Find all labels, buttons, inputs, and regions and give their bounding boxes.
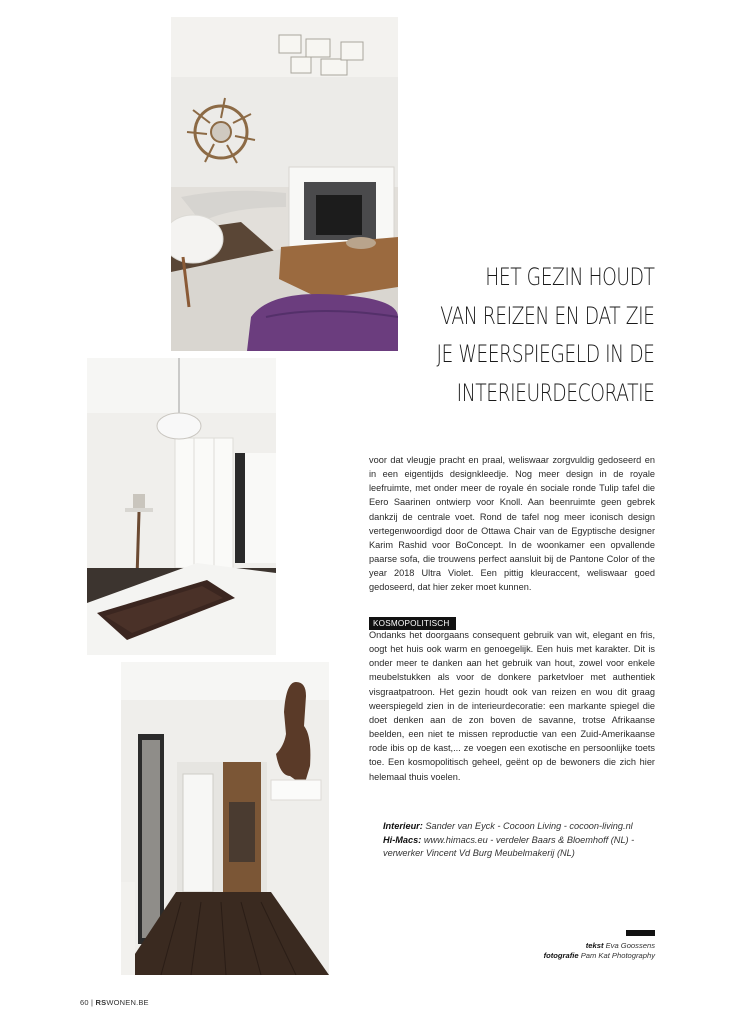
brand-bold: RS [95, 998, 107, 1007]
credit-interieur-value: Sander van Eyck - Cocoon Living - cocoon-living.nl [425, 821, 633, 831]
decorative-bar [626, 930, 655, 936]
credit-himacs-value-2: verwerker Vincent Vd Burg Meubelmakerij (NL) [383, 848, 575, 858]
headline-line-1: HET GEZIN HOUDT [485, 263, 655, 291]
headline [437, 258, 655, 412]
hallway-photo [121, 662, 329, 975]
headline-line-4: INTERIEURDECORATIE [457, 378, 655, 407]
page-footer [80, 998, 149, 1007]
article-paragraph-1: voor dat vleugje pracht en praal, weliswaar zorgvuldig gedoseerd en in een eigentijds designkleedje. Nog meer design in de royale leefruimte, met onder meer de royale én sociale ronde Tulip tafel die Eero Saarinen ontwierp voor Knoll. Aan beenruimte geen gebrek dankzij de centrale voet. Rond de tafel nog meer iconisch design vertegenwoordigd door de Ottawa Chair van de Egyptische designer Karim Rashid voor BoConcept. In de woonkamer een opvallende paarse sofa, die trouwens perfect aansluit bij de Pantone Color of the year 2018 Ultra Violet. Een pittig kleuraccent, weliswaar goed gedoseerd, dat hier zeker moet kunnen. [369, 455, 655, 593]
bedroom-photo [87, 358, 276, 655]
credit-interieur [383, 820, 683, 834]
page-number: 60 [80, 998, 89, 1007]
credit-himacs-value: www.himacs.eu - verdeler Baars & Bloemhoff (NL) - [423, 834, 635, 845]
headline-line-2: VAN REIZEN EN DAT ZIE [440, 301, 655, 330]
credit-himacs-line-2 [383, 847, 683, 861]
section-label-kosmopolitisch: KOSMOPOLITISCH [369, 617, 456, 630]
photo-credits [544, 941, 655, 961]
headline-line-3: JE WEERSPIEGELD IN DE [436, 340, 655, 368]
fotografie-value: Pam Kat Photography [580, 951, 655, 960]
tekst-label: tekst [585, 941, 604, 950]
credit-himacs-label: Hi-Macs: [383, 834, 422, 845]
living-room-photo [171, 17, 398, 351]
tekst-value: Eva Goossens [605, 941, 655, 950]
credit-interieur-label: Interieur: [383, 821, 423, 831]
credit-himacs [383, 834, 683, 848]
article-paragraph-2: Ondanks het doorgaans consequent gebruik van wit, elegant en fris, oogt het huis ook warm en genoegelijk. Een huis met karakter. Dit is onder meer te danken aan het gebruik van hout, zowel voor enkele meubelstukken als voor de donkere parketvloer met authentiek visgraatpatroon. Het gezin houdt ook van reizen en wou dit graag weerspiegeld zien in de interieurdecoratie: een markante spiegel die doet denken aan de zon boven de savanne, trotse Afrikaanse beelden, een niet te missen reproductie van een Zuid-Amerikaanse rode ibis op de kast,... ze voegen een exotische en persoonlijke toets toe. Een kosmopolitisch geheel, geënt op de bewoners die zich hier helemaal thuis voelen. [369, 630, 655, 782]
footer-separator: | [91, 998, 94, 1007]
credits-block [383, 820, 683, 861]
fotografie-label: fotografie [543, 951, 579, 960]
brand-rest: WONEN.BE [106, 998, 149, 1007]
